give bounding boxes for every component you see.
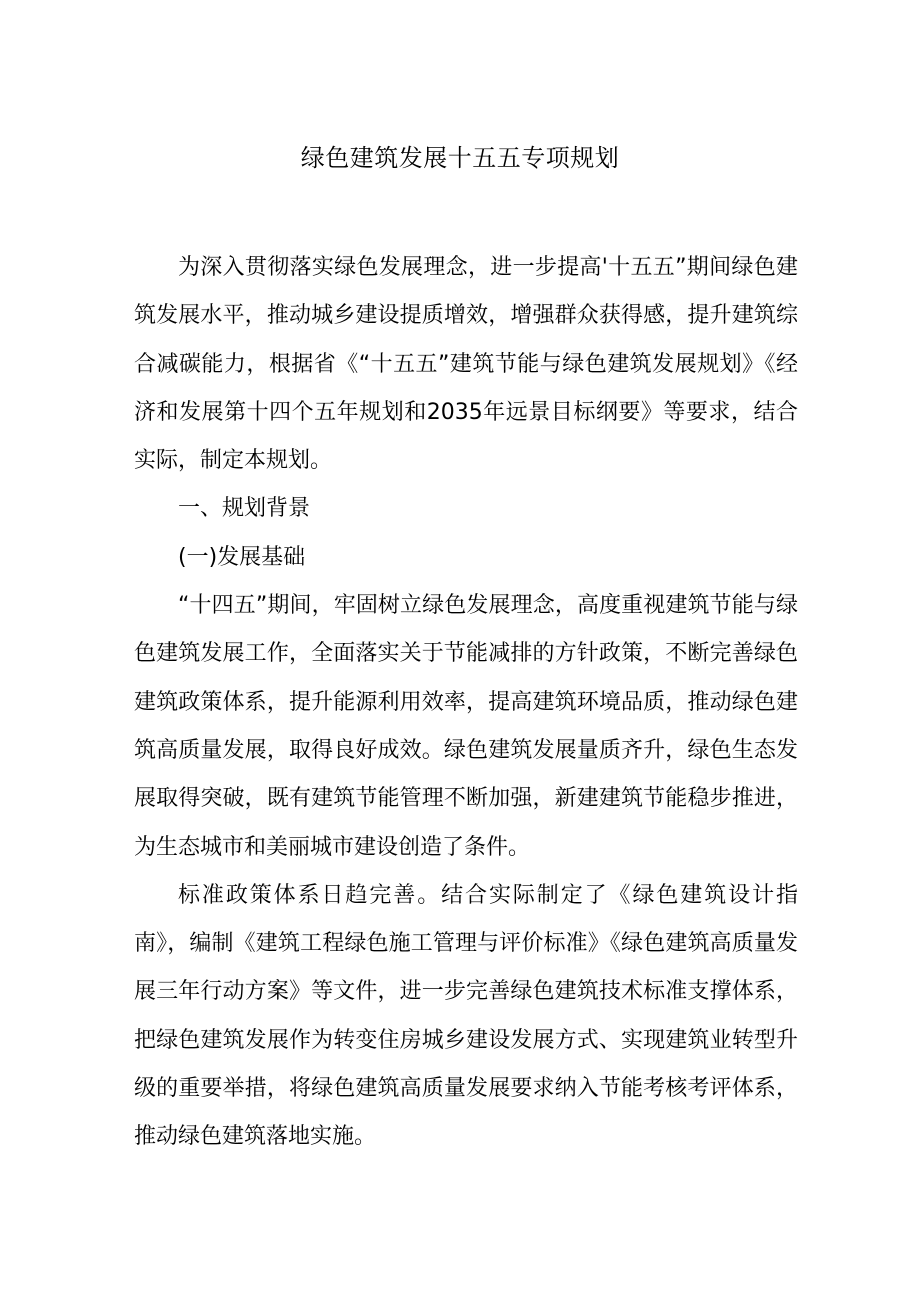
- document-title: 绿色建筑发展十五五专项规划: [300, 144, 620, 172]
- subsection-heading: (一)发展基础: [178, 544, 306, 570]
- intro-paragraph: 为深入贯彻落实绿色发展理念，进一步提高'十五五”期间绿色建筑发展水平，推动城乡建设提质增效，增强群众获得感，提升建筑综合减碳能力，根据省《“十五五”建筑节能与绿色建筑发展规划》《经济和发展第十四个五年规划和2035年远景目标纲要》等要求，结合实际，制定本规划。: [134, 255, 798, 474]
- document-body: [134, 244, 798, 1162]
- section-heading: 一、规划背景: [178, 496, 311, 522]
- policy-paragraph: 标准政策体系日趋完善。结合实际制定了《绿色建筑设计指南》，编制《建筑工程绿色施工管理与评价标准》《绿色建筑高质量发展三年行动方案》等文件，进一步完善绿色建筑技术标准支撑体系，把绿色建筑发展作为转变住房城乡建设发展方式、实现建筑业转型升级的重要举措，将绿色建筑高质量发展要求纳入节能考核考评体系，推动绿色建筑落地实施。: [134, 882, 798, 1150]
- background-paragraph: “十四五”期间，牢固树立绿色发展理念，高度重视建筑节能与绿色建筑发展工作，全面落实关于节能减排的方针政策，不断完善绿色建筑政策体系，提升能源利用效率，提高建筑环境品质，推动绿色建筑高质量发展，取得良好成效。绿色建筑发展量质齐升，绿色生态发展取得突破，既有建筑节能管理不断加强，新建建筑节能稳步推进，为生态城市和美丽城市建设创造了条件。: [134, 593, 798, 860]
